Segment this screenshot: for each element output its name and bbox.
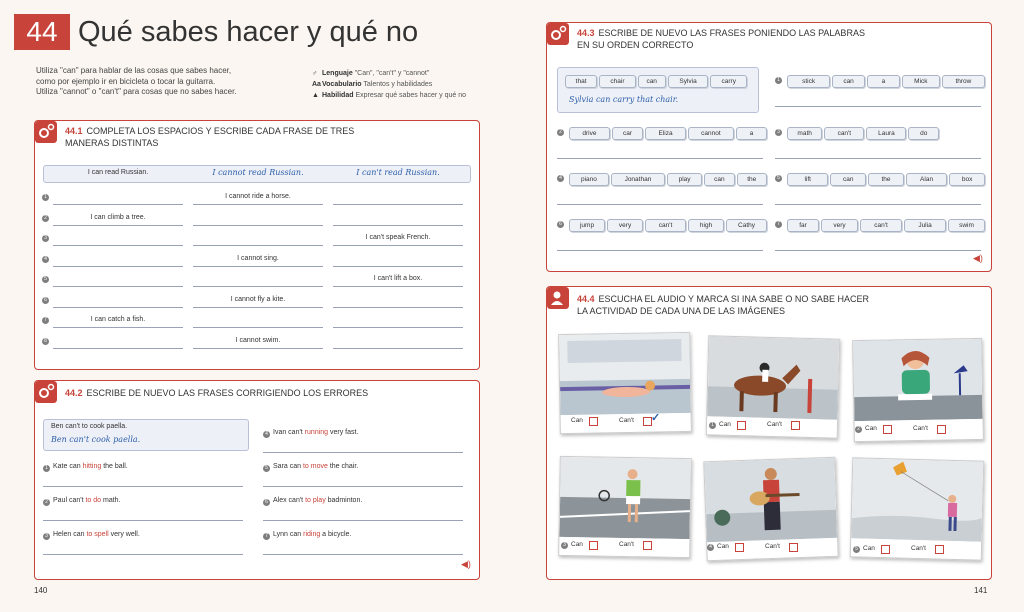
exercise-title <box>577 293 977 317</box>
answer-line[interactable] <box>333 265 463 267</box>
exercise-number: 44.3 <box>577 28 595 38</box>
row-number: 5 <box>775 175 782 182</box>
row-number: 3 <box>43 533 50 540</box>
gear-icon <box>35 121 57 143</box>
error-highlight: riding <box>303 531 321 538</box>
sentence-text: very fast. <box>328 429 359 436</box>
word-tile[interactable]: can <box>830 173 866 186</box>
cant-checkbox[interactable] <box>789 543 798 552</box>
answer-line[interactable] <box>333 285 463 287</box>
word-tile[interactable]: can't <box>645 219 686 232</box>
word-tile[interactable]: throw <box>942 75 985 88</box>
sentence-text: the ball. <box>101 463 128 470</box>
row-number: 5 <box>42 276 49 283</box>
can-label: Can <box>719 421 731 428</box>
answer-line[interactable] <box>53 306 183 308</box>
legend-label: Lenguaje <box>322 70 353 77</box>
photo-number: 1 <box>709 422 716 429</box>
word-tile[interactable]: drive <box>569 127 610 140</box>
error-sentence <box>53 497 233 504</box>
example-cell: I can read Russian. <box>87 169 149 176</box>
row-number: 5 <box>263 465 270 472</box>
word-tile[interactable]: a <box>867 75 900 88</box>
word-tile[interactable]: Alan <box>906 173 947 186</box>
word-tile[interactable]: high <box>688 219 724 232</box>
exercise-number: 44.1 <box>65 126 83 136</box>
word-tile[interactable]: can <box>638 75 666 88</box>
cant-checkbox[interactable] <box>643 541 652 550</box>
answer-line[interactable] <box>43 485 243 487</box>
word-tile[interactable]: chair <box>599 75 636 88</box>
swimming-image <box>559 333 690 415</box>
legend-text: "Can", "can't" y "cannot" <box>354 70 430 77</box>
given-sentence: I cannot swim. <box>235 336 281 344</box>
audio-speaker-icon[interactable]: ◀) <box>973 253 983 263</box>
example-answer: I can't read Russian. <box>356 168 440 177</box>
can-label: Can <box>571 541 583 548</box>
exercise-44-2 <box>34 380 480 580</box>
can-label: Can <box>717 543 729 550</box>
cant-label: Can't <box>767 421 782 428</box>
answer-line[interactable] <box>193 203 323 205</box>
given-sentence: I can catch a fish. <box>90 316 146 323</box>
answer-line[interactable] <box>53 265 183 267</box>
chapter-title: Qué sabes hacer y qué no <box>78 16 419 48</box>
answer-line[interactable] <box>53 203 183 205</box>
answer-line[interactable] <box>53 224 183 226</box>
answer-line[interactable] <box>53 244 183 246</box>
word-tile[interactable]: Julia <box>904 219 946 232</box>
sentence-text: very well. <box>108 531 140 538</box>
row-number: 1 <box>42 194 49 201</box>
sentence-text: Alex can't <box>273 497 306 504</box>
row-number: 1 <box>43 465 50 472</box>
exercise-title-text: LA ACTIVIDAD DE CADA UNA DE LAS IMÁGENES <box>577 306 786 316</box>
can-checkbox[interactable] <box>881 545 890 554</box>
legend-label: Vocabulario <box>322 81 362 88</box>
answer-line[interactable] <box>775 249 981 251</box>
word-tile[interactable]: very <box>607 219 643 232</box>
answer-line[interactable] <box>333 306 463 308</box>
answer-line[interactable] <box>193 224 323 226</box>
answer-line[interactable] <box>775 157 981 159</box>
row-number: 3 <box>775 129 782 136</box>
intro-line: Utiliza "can" para hablar de las cosas que sabes hacer, <box>36 66 232 75</box>
answer-line[interactable] <box>43 553 243 555</box>
given-sentence: I can't speak French. <box>365 234 431 241</box>
can-checkbox[interactable] <box>737 421 746 430</box>
check-mark-icon: ✓ <box>651 412 661 424</box>
photo-number: 2 <box>855 426 862 433</box>
word-tile[interactable]: stick <box>787 75 830 88</box>
sentence-text: cook paella. <box>87 423 128 430</box>
answer-line[interactable] <box>193 326 323 328</box>
word-tile[interactable]: a <box>736 127 767 140</box>
error-sentence <box>273 531 453 538</box>
example-answer: Ben can't cook paella. <box>51 435 141 444</box>
word-tile[interactable]: car <box>612 127 643 140</box>
answer-line[interactable] <box>263 519 463 521</box>
word-tile[interactable]: the <box>737 173 767 186</box>
given-sentence: I cannot ride a horse. <box>225 193 291 200</box>
word-tile[interactable]: jump <box>569 219 605 232</box>
horse-riding-image <box>707 336 839 419</box>
word-tile[interactable]: carry <box>710 75 747 88</box>
vocabulary-icon: Aa <box>312 81 321 88</box>
can-checkbox[interactable] <box>589 541 598 550</box>
row-number: 6 <box>557 221 564 228</box>
word-tile[interactable]: box <box>949 173 985 186</box>
word-tile[interactable]: can't <box>860 219 902 232</box>
given-sentence: I cannot fly a kite. <box>230 295 286 303</box>
exercise-title-text: ESCRIBE DE NUEVO LAS FRASES PONIENDO LAS PALABRAS <box>598 28 865 38</box>
sentence-text: Sara can <box>273 463 303 470</box>
sentence-text: Kate can <box>53 463 83 470</box>
given-sentence: I can climb a tree. <box>90 213 146 221</box>
sentence-text: Ivan can't <box>273 429 305 436</box>
answer-line[interactable] <box>557 203 763 205</box>
cant-checkbox[interactable] <box>935 545 944 554</box>
legend-item <box>312 68 466 79</box>
error-sentence <box>53 463 233 470</box>
word-tile[interactable]: swim <box>948 219 985 232</box>
answer-line[interactable] <box>193 285 323 287</box>
word-tile[interactable]: can <box>832 75 865 88</box>
sentence-text: Lynn can <box>273 531 304 538</box>
guitar-image <box>704 458 837 542</box>
row-number: 8 <box>42 338 49 345</box>
gear-icon <box>35 381 57 403</box>
exercise-title-text: ESCRIBE DE NUEVO LAS FRASES CORRIGIENDO LOS ERRORES <box>86 388 369 398</box>
answer-line[interactable] <box>263 485 463 487</box>
writing-image <box>853 339 982 421</box>
answer-line[interactable] <box>333 326 463 328</box>
sentence-text: badminton. <box>325 497 363 504</box>
example-answer: I cannot read Russian. <box>212 168 304 177</box>
word-tile[interactable]: can <box>704 173 734 186</box>
can-checkbox[interactable] <box>883 425 892 434</box>
row-number: 7 <box>42 317 49 324</box>
word-tile[interactable]: piano <box>569 173 609 186</box>
answer-line[interactable] <box>53 326 183 328</box>
error-sentence <box>273 463 453 470</box>
audio-speaker-icon[interactable]: ◀) <box>461 559 471 569</box>
word-tile[interactable]: do <box>908 127 939 140</box>
error-sentence <box>273 429 453 436</box>
error-highlight: to play <box>305 497 326 504</box>
given-sentence: I cannot sing. <box>237 254 279 262</box>
sentence-text: a bicycle. <box>320 531 352 538</box>
intro-line: como por ejemplo ir en bicicleta o tocar la guitarra. <box>36 76 216 86</box>
row-number: 4 <box>42 256 49 263</box>
word-tile[interactable]: Laura <box>866 127 906 140</box>
can-label: Can <box>865 425 877 432</box>
word-tile[interactable]: Mick <box>902 75 940 88</box>
word-tile[interactable]: the <box>868 173 904 186</box>
page-number-right: 141 <box>974 586 988 595</box>
word-tile[interactable]: can't <box>824 127 864 140</box>
legend-item <box>312 79 466 90</box>
cant-label: Can't <box>619 417 634 424</box>
can-label: Can <box>863 545 875 552</box>
error-highlight: to do <box>85 497 102 504</box>
can-label: Can <box>571 417 583 424</box>
error-sentence <box>273 497 453 504</box>
error-highlight: running <box>304 429 329 436</box>
legend <box>312 68 466 101</box>
sentence-text: Ben can't to <box>51 423 88 430</box>
answer-line[interactable] <box>333 244 463 246</box>
word-tile[interactable]: far <box>787 219 819 232</box>
legend-text: Talentos y habilidades <box>363 81 433 88</box>
word-tile[interactable]: play <box>667 173 702 186</box>
sentence-text: Paul can't <box>53 497 86 504</box>
row-number: 2 <box>42 215 49 222</box>
page-number-left: 140 <box>34 586 48 595</box>
can-checkbox[interactable] <box>589 417 598 426</box>
word-tile[interactable]: Jonathan <box>611 173 665 186</box>
exercise-title <box>65 125 465 149</box>
chapter-number: 44 <box>14 14 70 50</box>
legend-text: Expresar qué sabes hacer y qué no <box>355 92 466 99</box>
answer-line[interactable] <box>193 244 323 246</box>
row-number: 7 <box>263 533 270 540</box>
legend-item <box>312 90 466 101</box>
cant-label: Can't <box>913 425 928 432</box>
row-number: 3 <box>42 235 49 242</box>
listening-icon <box>547 287 569 309</box>
answer-line[interactable] <box>53 347 183 349</box>
cant-label: Can't <box>619 541 634 548</box>
exercise-title-text: COMPLETA LOS ESPACIOS Y ESCRIBE CADA FRASE DE TRES <box>86 126 355 136</box>
cant-checkbox[interactable] <box>791 421 800 430</box>
sentence-text: the chair. <box>327 463 359 470</box>
kite-image <box>851 458 983 541</box>
cant-label: Can't <box>911 545 926 552</box>
legend-label: Habilidad <box>322 92 354 99</box>
answer-line[interactable] <box>193 265 323 267</box>
error-highlight: to spell <box>86 531 109 538</box>
exercise-title-text: ESCUCHA EL AUDIO Y MARCA SI INA SABE O NO SABE HACER <box>598 294 869 304</box>
example-sentence <box>51 423 127 430</box>
example-box <box>557 67 759 113</box>
answer-line[interactable] <box>557 249 763 251</box>
row-number: 4 <box>557 175 564 182</box>
given-sentence: I can't lift a box. <box>373 275 423 282</box>
gear-icon <box>547 23 569 45</box>
example-answer: Sylvia can carry that chair. <box>569 95 679 104</box>
exercise-title-text: MANERAS DISTINTAS <box>65 138 159 148</box>
answer-line[interactable] <box>775 105 981 107</box>
error-sentence <box>53 531 233 538</box>
error-highlight: to move <box>302 463 328 470</box>
answer-line[interactable] <box>333 224 463 226</box>
skill-icon: ▲ <box>312 92 319 99</box>
answer-line[interactable] <box>775 203 981 205</box>
row-number: 6 <box>263 499 270 506</box>
exercise-title <box>577 27 977 51</box>
word-tile[interactable]: Sylvia <box>668 75 709 88</box>
tennis-image <box>559 457 690 539</box>
answer-line[interactable] <box>333 347 463 349</box>
answer-line[interactable] <box>43 519 243 521</box>
exercise-number: 44.4 <box>577 294 595 304</box>
answer-line[interactable] <box>53 285 183 287</box>
photo-number: 4 <box>707 544 714 551</box>
word-tile[interactable]: lift <box>787 173 828 186</box>
word-tile[interactable]: Cathy <box>726 219 767 232</box>
row-number: 1 <box>775 77 782 84</box>
exercise-title-text: EN SU ORDEN CORRECTO <box>577 40 694 50</box>
word-tile[interactable]: very <box>821 219 858 232</box>
answer-line[interactable] <box>263 553 463 555</box>
word-tile[interactable]: math <box>787 127 822 140</box>
photo-number: 5 <box>853 546 860 553</box>
answer-line[interactable] <box>263 451 463 453</box>
row-number: 6 <box>42 297 49 304</box>
exercise-44-1 <box>34 120 480 370</box>
answer-line[interactable] <box>193 347 323 349</box>
answer-line[interactable] <box>333 203 463 205</box>
answer-line[interactable] <box>557 157 763 159</box>
can-checkbox[interactable] <box>735 543 744 552</box>
row-number: 2 <box>557 129 564 136</box>
word-tile[interactable]: Eliza <box>645 127 686 140</box>
intro-text <box>36 66 306 98</box>
cant-checkbox[interactable] <box>937 425 946 434</box>
exercise-title <box>65 387 465 399</box>
sentence-text: math. <box>101 497 121 504</box>
language-icon: ♂ <box>312 70 318 77</box>
error-highlight: hitting <box>82 463 102 470</box>
cant-label: Can't <box>765 543 780 550</box>
row-number: 7 <box>775 221 782 228</box>
sentence-text: Helen can <box>53 531 87 538</box>
answer-line[interactable] <box>193 306 323 308</box>
row-number: 2 <box>43 499 50 506</box>
intro-line: Utiliza "cannot" o "can't" para cosas que no sabes hacer. <box>36 87 237 96</box>
word-tile[interactable]: that <box>565 75 597 88</box>
exercise-44-4 <box>546 286 992 580</box>
row-number: 4 <box>263 431 270 438</box>
photo-number: 3 <box>561 542 568 549</box>
exercise-44-3 <box>546 22 992 272</box>
exercise-number: 44.2 <box>65 388 83 398</box>
word-tile[interactable]: cannot <box>688 127 734 140</box>
